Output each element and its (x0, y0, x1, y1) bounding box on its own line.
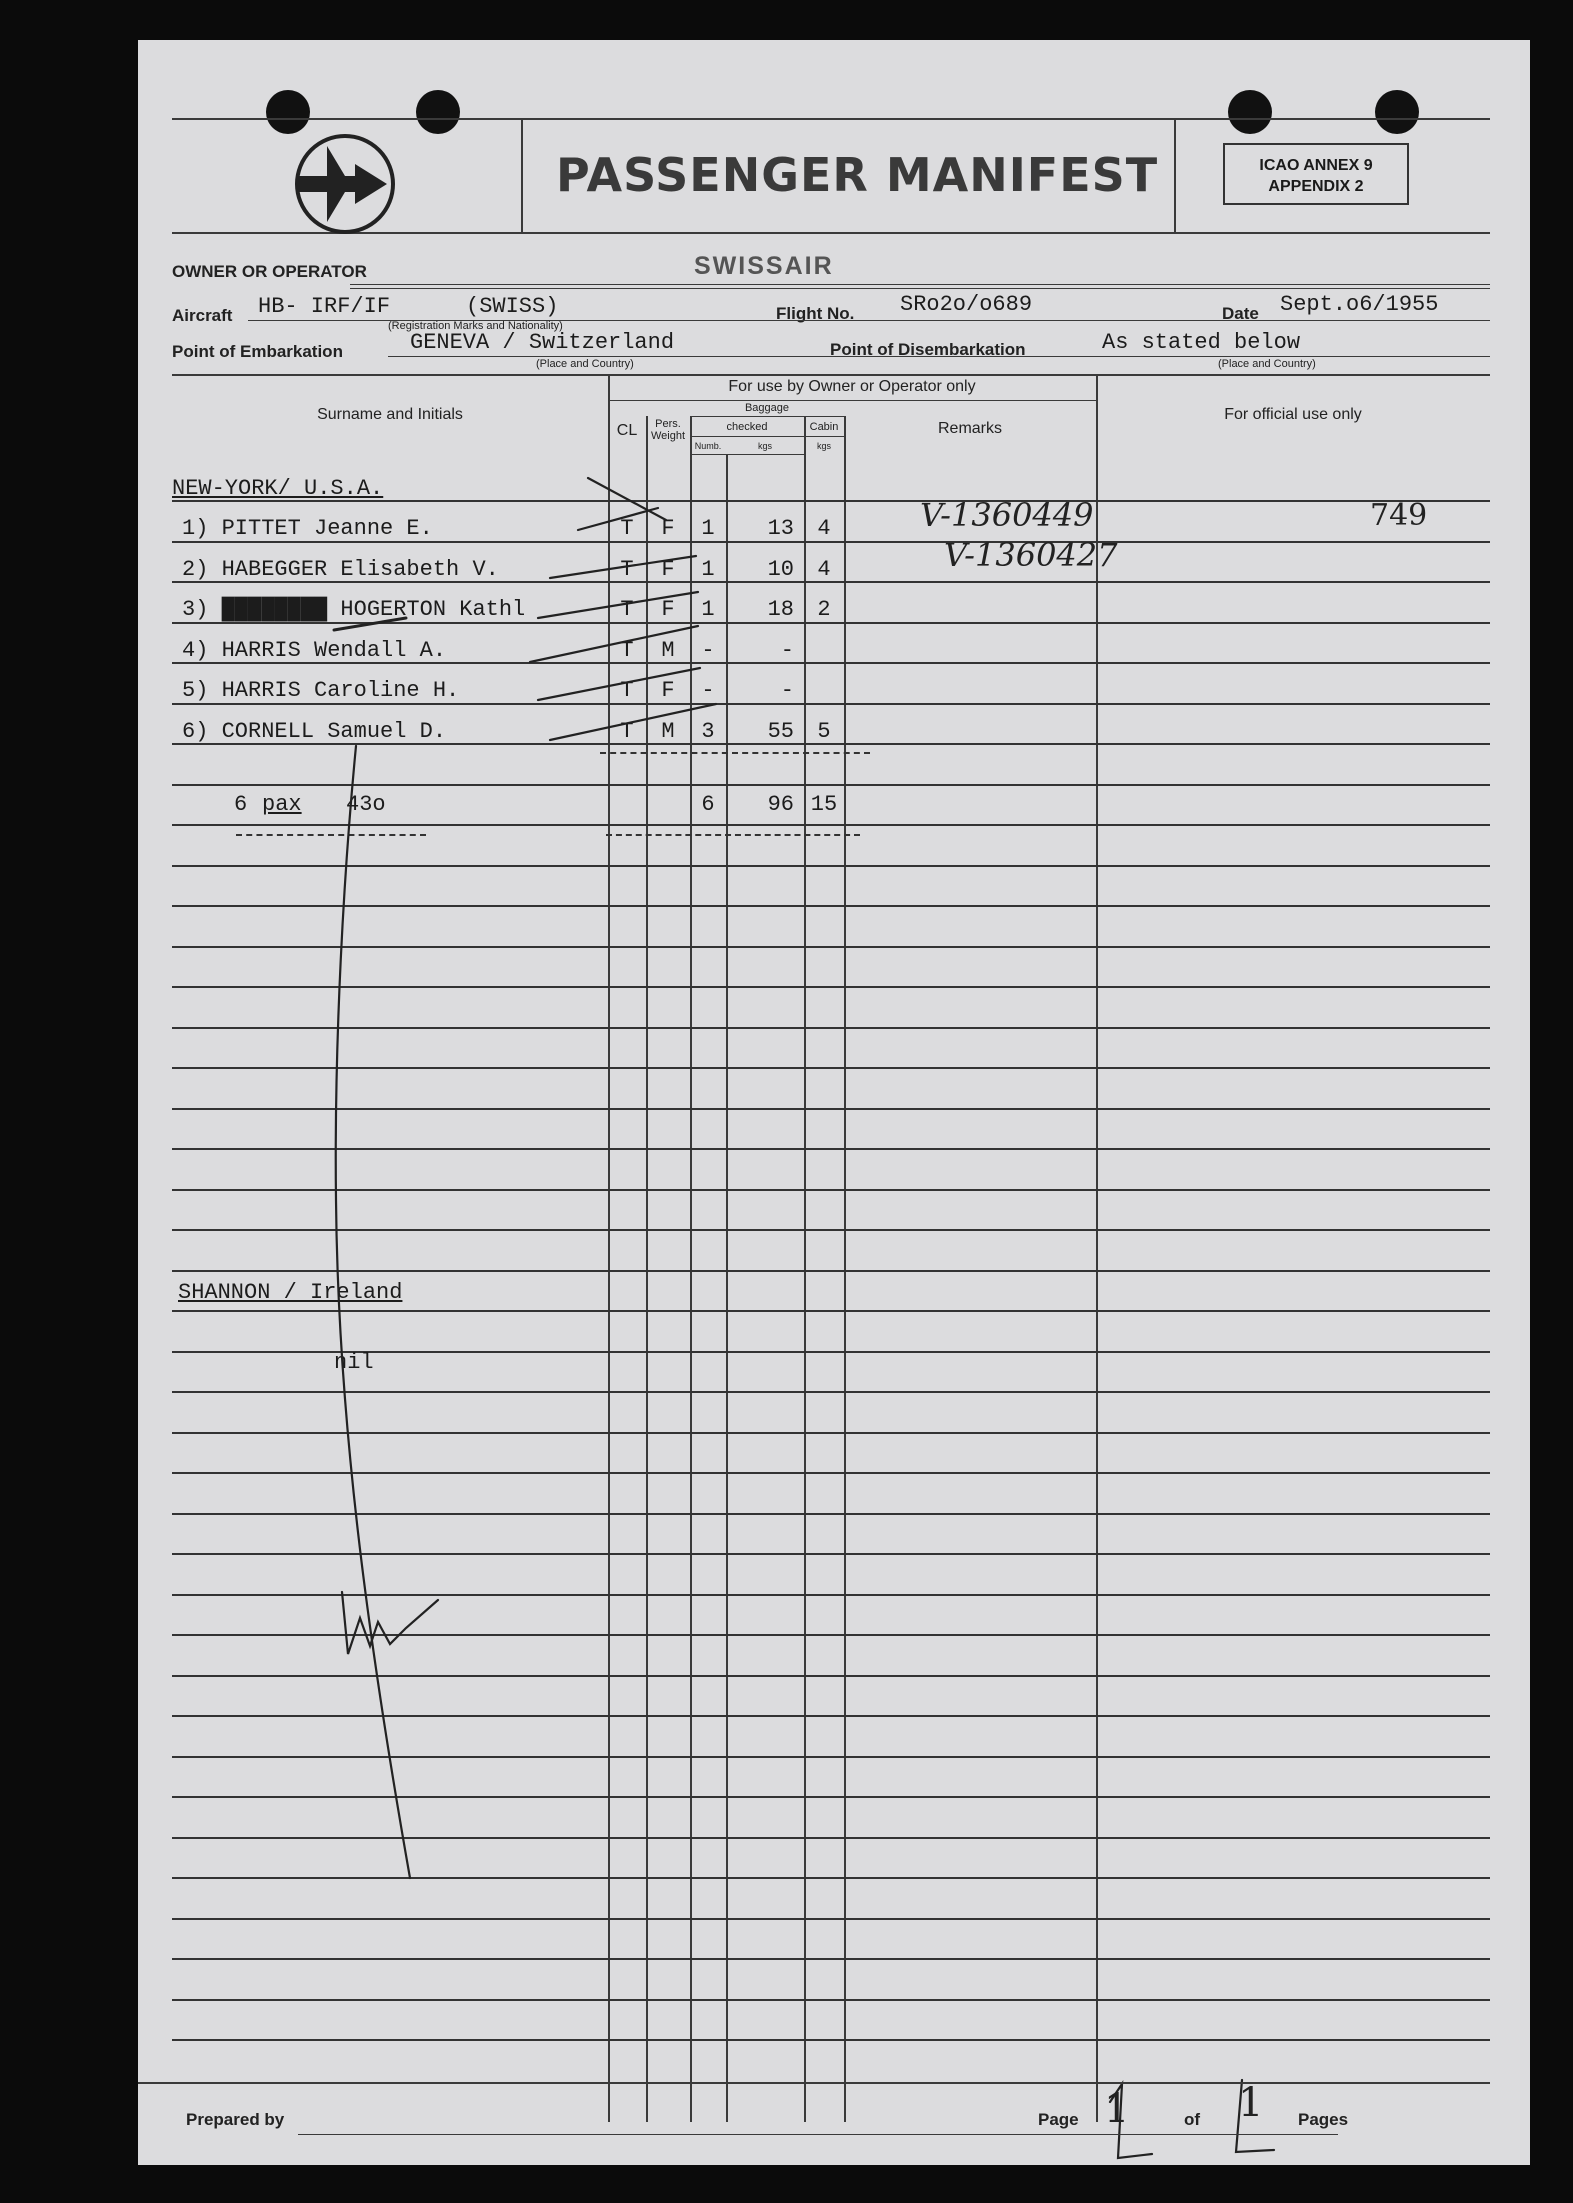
surname-header: Surname and Initials (317, 406, 463, 423)
of-label: of (1184, 2110, 1201, 2129)
baggage-count: 3 (701, 719, 715, 744)
aircraft-value: HB- IRF/IF (258, 294, 391, 319)
baggage-count: 1 (701, 557, 715, 582)
form-title: PASSENGER MANIFEST (556, 148, 1159, 202)
baggage-count: 1 (701, 516, 715, 541)
baggage-header: Baggage (744, 402, 790, 414)
total-pax-label: pax (262, 792, 302, 817)
nil-note: nil (334, 1350, 374, 1375)
icao-annex-line: ICAO ANNEX 9 (1259, 157, 1373, 174)
total-pax-count: 6 (234, 792, 248, 817)
disembarkation-value: As stated below (1102, 330, 1301, 355)
passenger-class: T (620, 638, 634, 663)
numb-header: Numb. (694, 441, 722, 451)
embarkation-label: Point of Embarkation (172, 342, 343, 361)
passenger-name: 5) HARRIS Caroline H. (182, 678, 460, 703)
baggage-kgs: 10 (767, 557, 794, 582)
total-weight: 43o (346, 792, 386, 817)
passenger-sex: F (661, 678, 675, 703)
operator-value: SWISSAIR (694, 252, 834, 280)
passenger-class: T (620, 516, 634, 541)
embarkation-value: GENEVA / Switzerland (410, 330, 675, 355)
passenger-sex: F (661, 597, 675, 622)
cabin-kgs: 4 (817, 557, 831, 582)
owner-use-header: For use by Owner or Operator only (728, 378, 976, 395)
passenger-name: 4) HARRIS Wendall A. (182, 638, 447, 663)
date-label: Date (1222, 304, 1259, 323)
baggage-kgs: 55 (767, 719, 794, 744)
nationality-value: (SWISS) (466, 294, 559, 319)
total-cabin-kgs: 15 (810, 792, 838, 817)
remark-visa-1: V-1360449 (920, 496, 1094, 534)
page-label: Page (1038, 2110, 1079, 2129)
pen-strokes (138, 40, 1530, 2165)
passenger-sex: M (661, 638, 675, 663)
baggage-kgs: 13 (767, 516, 794, 541)
destination-heading-2: SHANNON / Ireland (178, 1280, 403, 1305)
disembarkation-hint: (Place and Country) (1218, 358, 1316, 370)
total-bag-count: 6 (701, 792, 715, 817)
passenger-class: T (620, 678, 634, 703)
flight-no-value: SRo2o/o689 (900, 292, 1033, 317)
owner-label: OWNER OR OPERATOR (172, 262, 367, 281)
baggage-count: - (701, 638, 715, 663)
passenger-name: 1) PITTET Jeanne E. (182, 516, 433, 541)
passenger-sex: F (661, 557, 675, 582)
cabin-kgs: 4 (817, 516, 831, 541)
disembarkation-label: Point of Disembarkation (830, 340, 1026, 359)
remark-visa-2: V-1360427 (944, 536, 1118, 574)
destination-heading: NEW-YORK/ U.S.A. (172, 476, 384, 501)
passenger-name: 3) ████████ HOGERTON Kathl (182, 597, 526, 622)
prepared-by-label: Prepared by (186, 2110, 285, 2129)
baggage-count: - (701, 678, 715, 703)
cl-header: CL (616, 422, 638, 439)
passenger-class: T (620, 597, 634, 622)
passenger-sex: F (661, 516, 675, 541)
baggage-count: 1 (701, 597, 715, 622)
cabin-header: Cabin (809, 421, 839, 433)
passenger-sex: M (661, 719, 675, 744)
pages-label: Pages (1298, 2110, 1349, 2129)
total-bag-kgs: 96 (767, 792, 794, 817)
embarkation-hint: (Place and Country) (536, 358, 634, 370)
passenger-class: T (620, 719, 634, 744)
flight-no-label: Flight No. (776, 304, 855, 323)
manifest-page (138, 40, 1530, 2165)
date-value: Sept.o6/1955 (1280, 292, 1439, 317)
cabin-kgs: 5 (817, 719, 831, 744)
official-use-header: For official use only (1224, 406, 1362, 423)
aircraft-label: Aircraft (172, 306, 233, 325)
baggage-kgs: - (780, 678, 794, 703)
cabin-kgs: 2 (817, 597, 831, 622)
pers-weight-header: Pers. Weight (650, 418, 686, 442)
cabin-kgs-header: kgs (816, 441, 831, 451)
passenger-class: T (620, 557, 634, 582)
page-total: 1 (1238, 2080, 1264, 2126)
remarks-header: Remarks (937, 420, 1002, 437)
kgs-header: kgs (757, 441, 772, 451)
page-number: 1 (1104, 2086, 1130, 2132)
passenger-name: 6) CORNELL Samuel D. (182, 719, 447, 744)
baggage-kgs: - (780, 638, 794, 663)
icao-appendix-line: APPENDIX 2 (1268, 178, 1364, 195)
aircraft-hint: (Registration Marks and Nationality) (388, 320, 563, 332)
official-mark: 749 (1370, 498, 1428, 533)
signature-value (338, 1596, 340, 1597)
checked-header: checked (726, 421, 768, 433)
baggage-kgs: 18 (767, 597, 794, 622)
passenger-name: 2) HABEGGER Elisabeth V. (182, 557, 499, 582)
